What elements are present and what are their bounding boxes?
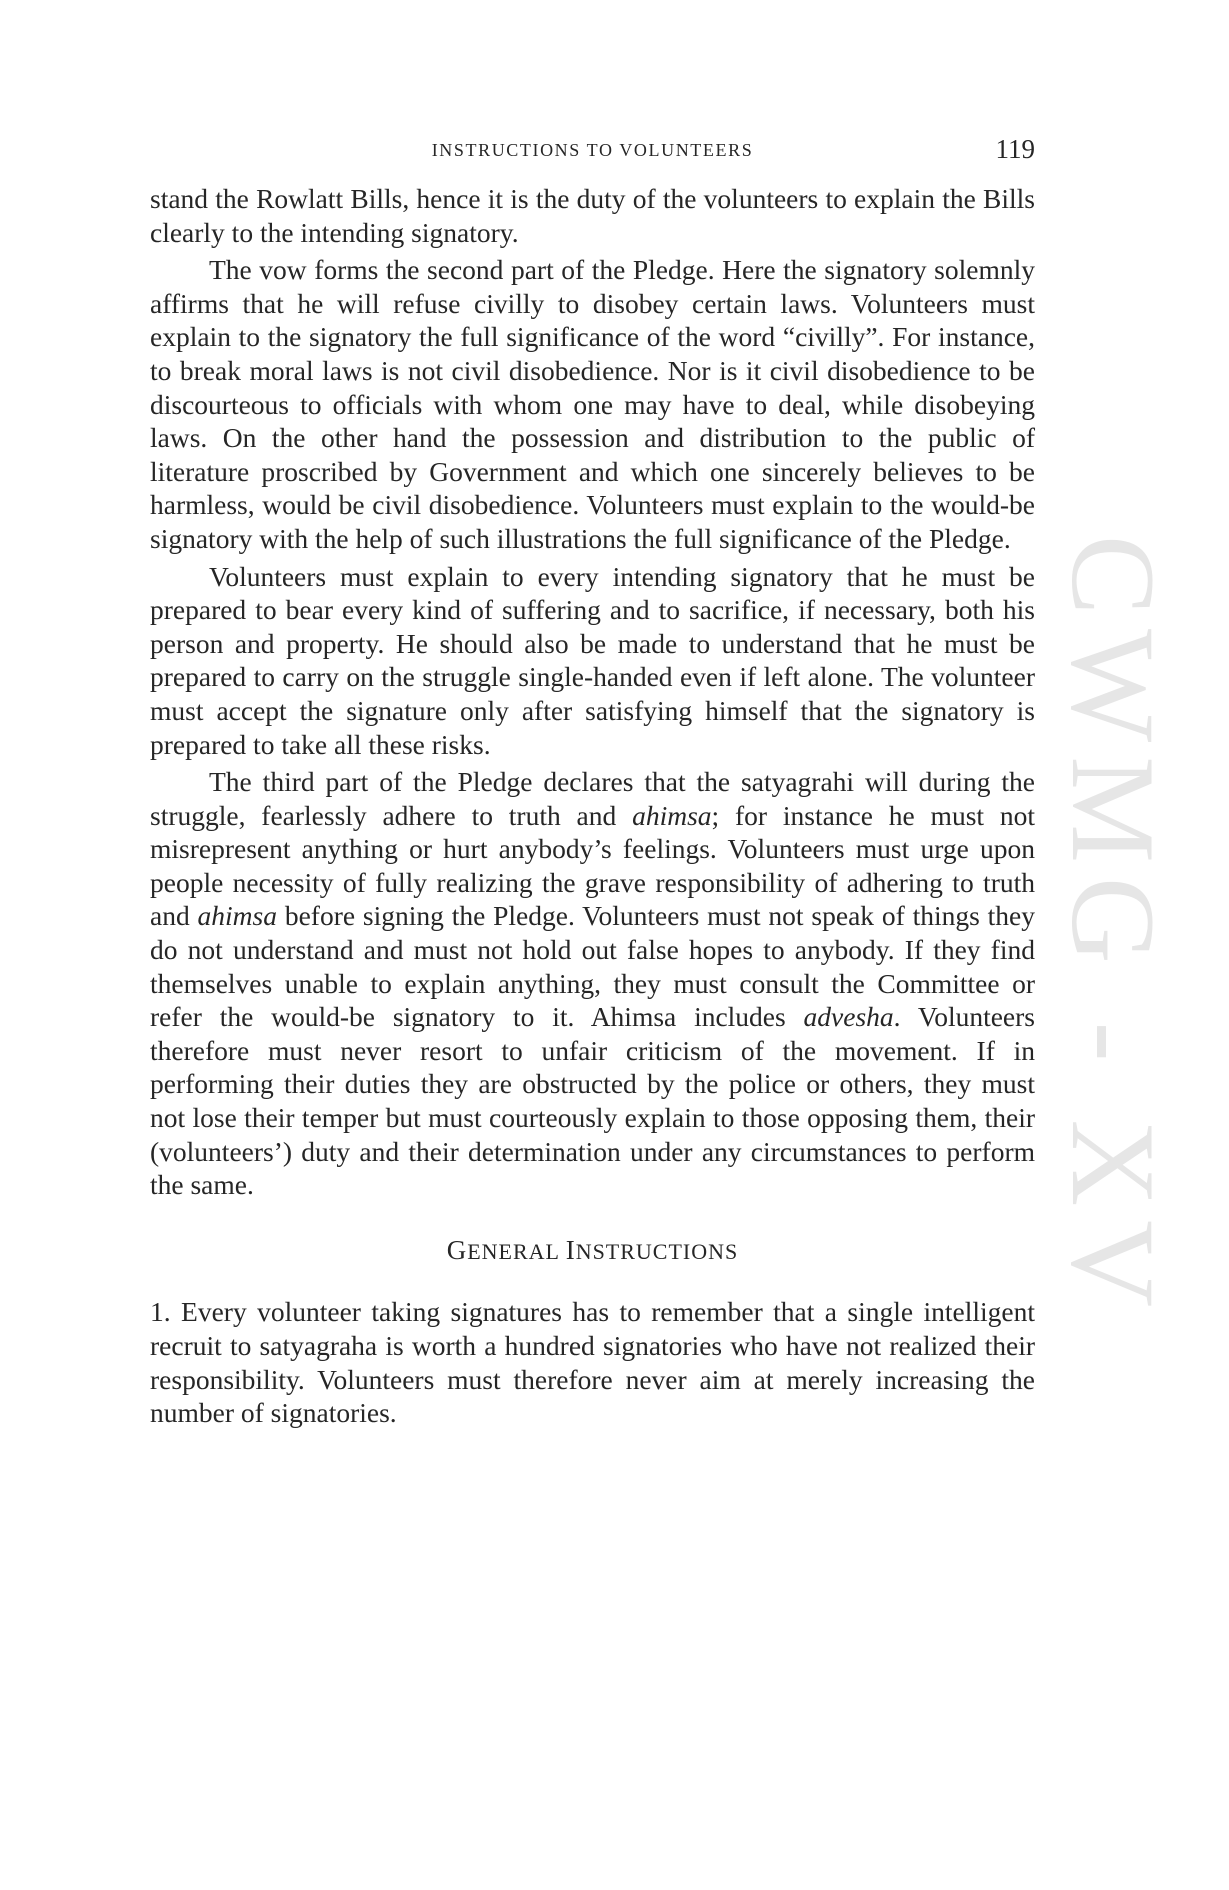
running-head bbox=[150, 134, 1035, 166]
section-heading bbox=[150, 1234, 1035, 1269]
text-block bbox=[150, 182, 1035, 1430]
paragraph: Volunteers must explain to every intending signatory that he must be prepared to bear every kind of suffering and to sacrifice, if necessary, both his person and property. He should also be made to understand that he must be prepared to carry on the struggle single-handed even if left alone. The volunteer must accept the signature only after satisfying himself that the signatory is prepared to take all these risks. bbox=[150, 560, 1035, 760]
italic-term: advesha bbox=[803, 1001, 894, 1033]
paragraph bbox=[150, 765, 1035, 1202]
page-number: 119 bbox=[995, 134, 1035, 164]
paragraph: stand the Rowlatt Bills, hence it is the duty of the volunteers to explain the Bills clearly to the intending signatory. bbox=[150, 183, 1035, 248]
text-span: The third part of the Pledge declares that the satyagrahi will during the struggle, fearlessly adhere to truth and bbox=[150, 766, 1035, 831]
numbered-instruction: 1. Every volunteer taking signatures has to remember that a single intelligent recruit to satyagraha is worth a hundred signatories who have not realized their responsibility. Volunteers must therefore never aim at merely increasing the number of signatories. bbox=[150, 1296, 1035, 1429]
heading-initial: I bbox=[565, 1234, 576, 1265]
heading-rest: NSTRUCTIONS bbox=[575, 1238, 739, 1264]
italic-term: ahimsa bbox=[197, 900, 277, 932]
text-span: before signing the Pledge. Volunteers must not speak of things they do not understand and must not hold out false hopes to anybody. If they find themselves unable to explain anything, they must consult the Committee or refer the would-be signatory to it. Ahimsa includes bbox=[150, 900, 1035, 1033]
text-span: . Volunteers therefore must never resort to unfair criticism of the movement. If in performing their duties they are obstructed by the police or others, they must not lose their temper but must courteously explain to those opposing them, their (volunteers’) duty and their determination under any circumstances to perform the same. bbox=[150, 1001, 1035, 1201]
heading-rest: ENERAL bbox=[467, 1238, 560, 1264]
paragraph: The vow forms the second part of the Pledge. Here the signatory solemnly affirms that he will refuse civilly to disobey certain laws. Volunteers must explain to the signatory the full significance of the word “civilly”. For instance, to break moral laws is not civil disobedience. Nor is it civil disobedience to be discourteous to officials with whom one may have to deal, while disobeying laws. On the other hand the possession and distribution to the public of literature proscribed by Government and which one sincerely believes to be harmless, would be civil disobedience. Volunteers must explain to the would-be signatory with the help of such illustrations the full significance of the Pledge. bbox=[150, 254, 1035, 554]
heading-initial: G bbox=[446, 1234, 468, 1265]
watermark: CWMG - XV bbox=[1047, 535, 1180, 1321]
running-title: INSTRUCTIONS TO VOLUNTEERS bbox=[431, 140, 754, 160]
italic-term: ahimsa bbox=[632, 799, 712, 831]
text-span: ; for instance he must not misrepresent anything or hurt anybody’s feelings. Volunteers must urge upon people necessity of fully realizing the grave responsibility of adhering to truth and bbox=[150, 799, 1035, 932]
